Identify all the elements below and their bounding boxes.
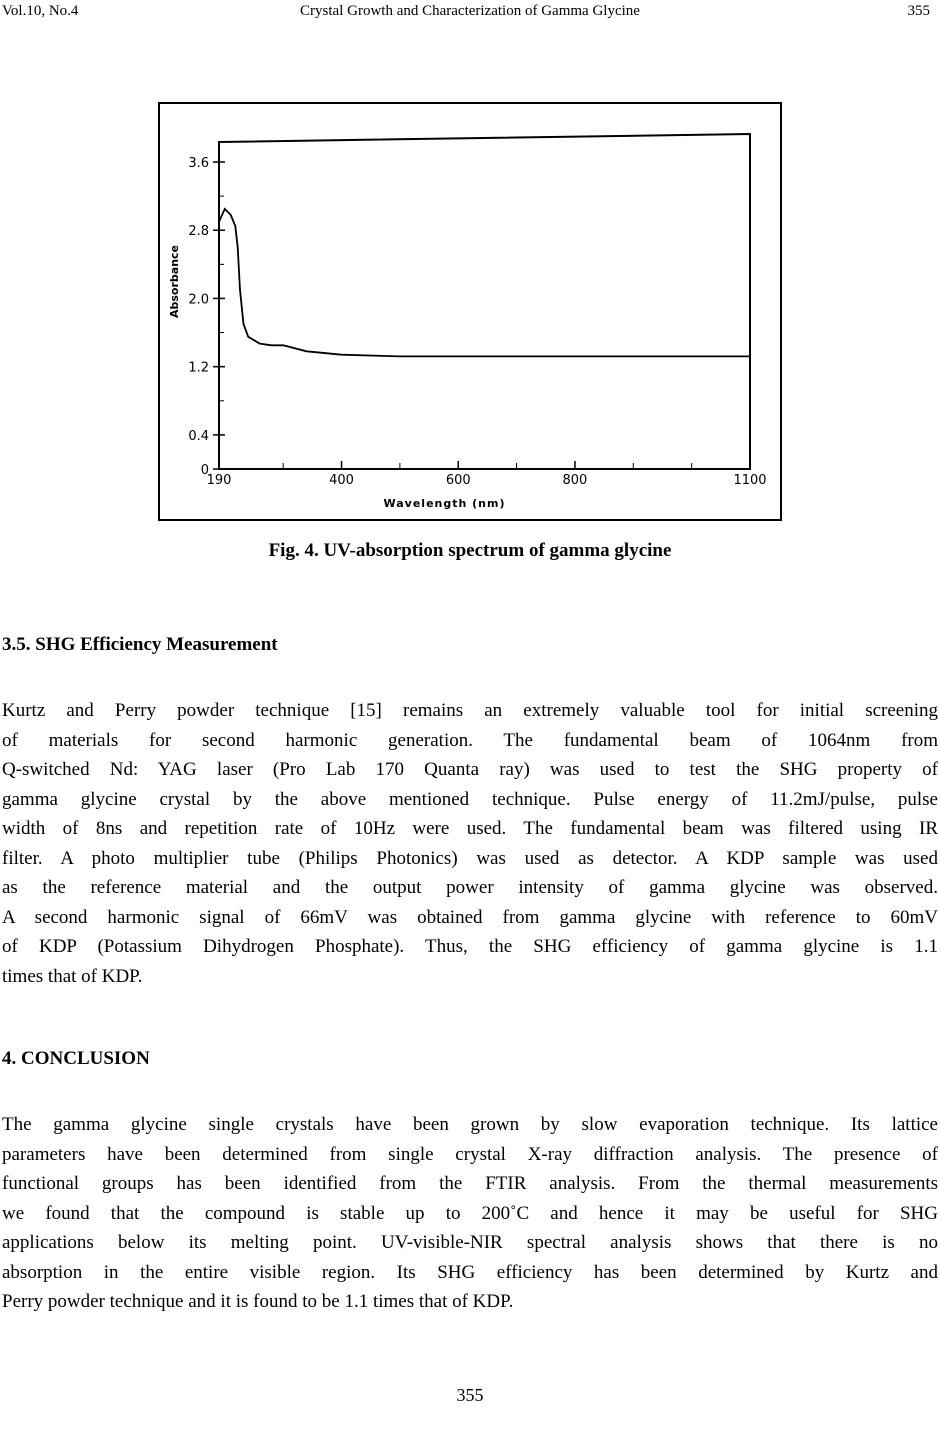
header-page-number: 355 xyxy=(907,3,930,19)
text-line: width of 8ns and repetition rate of 10Hz were used. The fundamental beam was filtered using IR xyxy=(2,818,938,839)
section-heading-shg: 3.5. SHG Efficiency Measurement xyxy=(2,634,278,655)
paragraph-shg xyxy=(2,696,938,991)
text-line: we found that the compound is stable up to 200˚C and hence it may be useful for SHG xyxy=(2,1202,938,1224)
x-tick-label: 1100 xyxy=(733,473,767,488)
x-tick-label: 400 xyxy=(329,473,354,488)
text-line: Perry powder technique and it is found to be 1.1 times that of KDP. xyxy=(2,1291,514,1312)
y-tick-label: 2.8 xyxy=(188,224,209,240)
figure-caption: Fig. 4. UV-absorption spectrum of gamma glycine xyxy=(268,540,672,561)
text-line: as the reference material and the output power intensity of gamma glycine was observed. xyxy=(2,877,938,898)
plot-frame xyxy=(219,134,750,469)
x-tick-label: 190 xyxy=(206,473,232,488)
text-line: of KDP (Potassium Dihydrogen Phosphate). Thus, the SHG efficiency of gamma glycine is 1.1 xyxy=(2,936,938,957)
text-line: functional groups has been identified from the FTIR analysis. From the thermal measurements xyxy=(2,1173,938,1194)
text-line: of materials for second harmonic generation. The fundamental beam of 1064nm from xyxy=(2,729,938,751)
journal-volume: Vol.10, No.4 xyxy=(2,3,79,19)
running-title: Crystal Growth and Characterization of Gamma Glycine xyxy=(300,3,640,19)
paragraph-conclusion xyxy=(2,1110,938,1317)
figure-4 xyxy=(158,102,782,521)
absorbance-series-line xyxy=(219,209,750,357)
x-tick-label: 600 xyxy=(445,473,471,488)
section-heading-conclusion: 4. CONCLUSION xyxy=(2,1048,150,1069)
text-line: A second harmonic signal of 66mV was obtained from gamma glycine with reference to 60mV xyxy=(2,906,938,928)
footer-page-number: 355 xyxy=(456,1385,484,1405)
text-line: filter. A photo multiplier tube (Philips Photonics) was used as detector. A KDP sample was used xyxy=(2,847,938,869)
x-tick-label: 800 xyxy=(562,473,588,488)
text-line: parameters have been determined from single crystal X-ray diffraction analysis. The presence of xyxy=(2,1143,938,1165)
x-axis-label: Wavelength (nm) xyxy=(383,497,506,510)
y-tick-label: 3.6 xyxy=(188,156,209,171)
running-header xyxy=(0,0,940,22)
text-line: applications below its melting point. UV-visible-NIR spectral analysis shows that there is no xyxy=(2,1232,938,1253)
y-tick-label: 2.0 xyxy=(188,292,209,308)
text-line: times that of KDP. xyxy=(2,965,143,987)
text-line: gamma glycine crystal by the above mentioned technique. Pulse energy of 11.2mJ/pulse, pulse xyxy=(2,788,938,810)
y-tick-label: 1.2 xyxy=(188,360,209,376)
text-line: The gamma glycine single crystals have been grown by slow evaporation technique. Its lattice xyxy=(2,1114,938,1135)
uv-absorption-chart xyxy=(160,104,780,519)
y-tick-label: 0 xyxy=(200,463,209,478)
y-axis-label: Absorbance xyxy=(168,244,181,319)
text-line: absorption in the entire visible region. Its SHG efficiency has been determined by Kurtz and xyxy=(2,1261,938,1283)
text-line: Q-switched Nd: YAG laser (Pro Lab 170 Quanta ray) was used to test the SHG property of xyxy=(2,759,938,780)
text-line: Kurtz and Perry powder technique [15] remains an extremely valuable tool for initial screening xyxy=(2,700,938,721)
y-tick-label: 0.4 xyxy=(188,428,209,444)
